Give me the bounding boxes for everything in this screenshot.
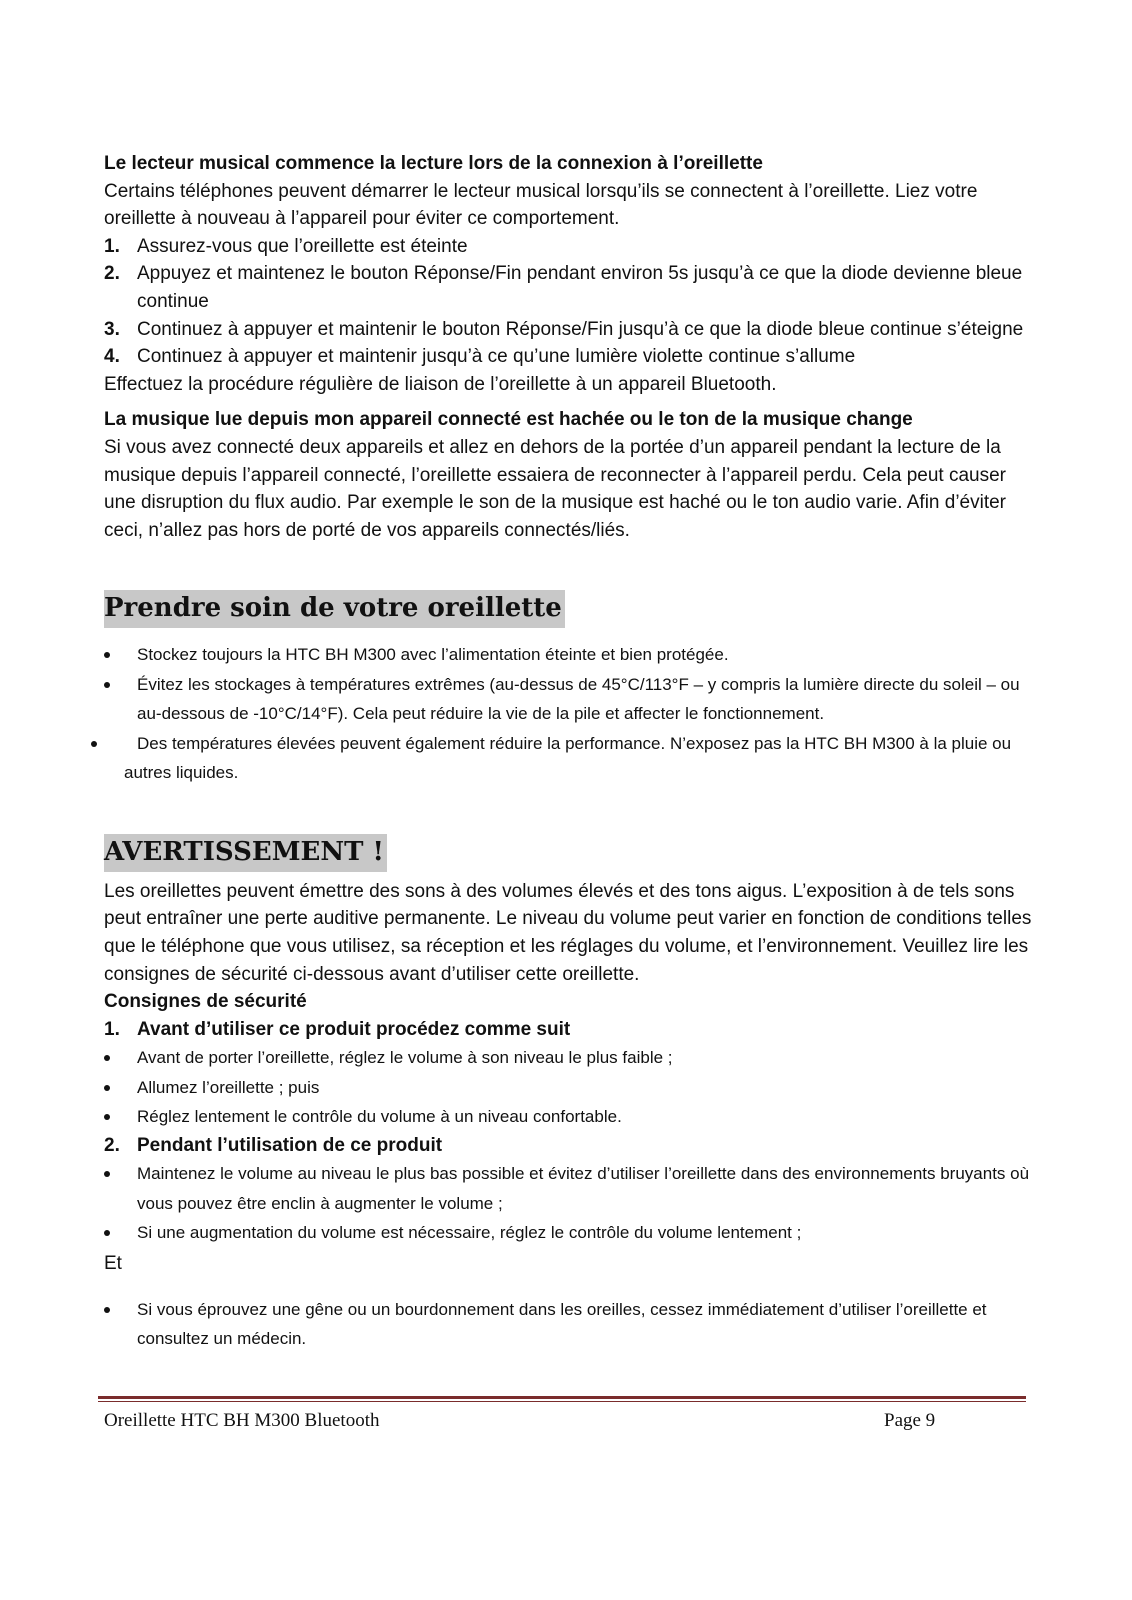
list-item: Stockez toujours la HTC BH M300 avec l’alimentation éteinte et bien protégée. [104,640,1040,670]
warning-body: Les oreillettes peuvent émettre des sons à des volumes élevés et des tons aigus. L’exposition à de tels sons peut entraîner une perte auditive permanente. Le niveau du volume peut varier en fonction de conditions telles que le téléphone que vous utilisez, sa réception et les réglages du volume, et l’environnement. Veuillez lire les consignes de sécurité ci-dessous avant d’utiliser cette oreillette. [104,880,1032,985]
section-intro: Certains téléphones peuvent démarrer le lecteur musical lorsqu’ils se connectent à l’oreillette. Liez votre oreillette à nouveau à l’appareil pour éviter ce comportement. [104,180,978,230]
section-body: Si vous avez connecté deux appareils et allez en dehors de la portée d’un appareil pendant la lecture de la musique depuis l’appareil connecté, l’oreillette essaiera de reconnecter à l’appareil perdu. Cela peut causer une disruption du flux audio. Par exemple le son de la musique est haché ou le ton audio varie. Afin d’éviter ceci, n’allez pas hors de porté de vos appareils connectés/liés. [104,436,1007,541]
step-item: 2. Pendant l’utilisation de ce produit [104,1134,443,1156]
section-choppy-music [104,406,1040,544]
footer-title: Oreillette HTC BH M300 Bluetooth [104,1410,380,1431]
step-item: 2. Appuyez et maintenez le bouton Réponse/Fin pendant environ 5s jusqu’à ce que la diode devienne bleue continue [104,263,1023,312]
section-outro: Effectuez la procédure régulière de liaison de l’oreillette à un appareil Bluetooth. [104,373,777,395]
list-item: Si une augmentation du volume est nécessaire, réglez le contrôle du volume lentement ; [104,1218,1040,1248]
step-item: 4. Continuez à appuyer et maintenir jusqu’à ce qu’une lumière violette continue s’allume [104,346,856,368]
step-item: 1. Avant d’utiliser ce produit procédez comme suit [104,1018,571,1040]
section-title: Le lecteur musical commence la lecture lors de la connexion à l’oreillette [104,153,763,174]
et-text: Et [104,1252,122,1274]
safety-step [104,1016,1040,1044]
list-item: Des températures élevées peuvent également réduire la performance. N’exposez pas la HTC BH M300 à la pluie ou autres liquides. [104,729,1040,788]
step1-bullets [104,1043,1040,1132]
section-care [104,590,1040,788]
step-item: 3. Continuez à appuyer et maintenir le bouton Réponse/Fin jusqu’à ce que la diode bleue continue s’éteigne [104,318,1024,340]
safety-subheading: Consignes de sécurité [104,991,307,1013]
step2-bullets [104,1159,1040,1248]
list-item: Allumez l’oreillette ; puis [104,1073,1040,1103]
step-item: 1. Assurez-vous que l’oreillette est éteinte [104,235,468,257]
section-music-player [104,150,1040,398]
care-heading: Prendre soin de votre oreillette [104,590,565,628]
warning-heading: AVERTISSEMENT ! [104,834,387,872]
footer-rule [98,1396,1026,1402]
list-item: Maintenez le volume au niveau le plus bas possible et évitez d’utiliser l’oreillette dans des environnements bruyants où vous pouvez être enclin à augmenter le volume ; [104,1159,1040,1218]
page-content [104,150,1040,1354]
page-number: Page 9 [884,1410,936,1431]
list-item: Avant de porter l’oreillette, réglez le volume à son niveau le plus faible ; [104,1043,1040,1073]
final-bullets [104,1295,1040,1354]
list-item: Réglez lentement le contrôle du volume à un niveau confortable. [104,1102,1040,1132]
care-bullets [104,640,1040,788]
safety-step [104,1132,1040,1160]
section-warning [104,834,1040,1354]
list-item: Évitez les stockages à températures extrêmes (au-dessus de 45°C/113°F – y compris la lumière directe du soleil – ou au-dessous de -10°C/14°F). Cela peut réduire la vie de la pile et affecter le fonctionnement. [104,670,1040,729]
steps-list [104,233,1040,371]
section-title: La musique lue depuis mon appareil connecté est hachée ou le ton de la musique change [104,409,913,431]
list-item: Si vous éprouvez une gêne ou un bourdonnement dans les oreilles, cessez immédiatement d’utiliser l’oreillette et consultez un médecin. [104,1295,1040,1354]
